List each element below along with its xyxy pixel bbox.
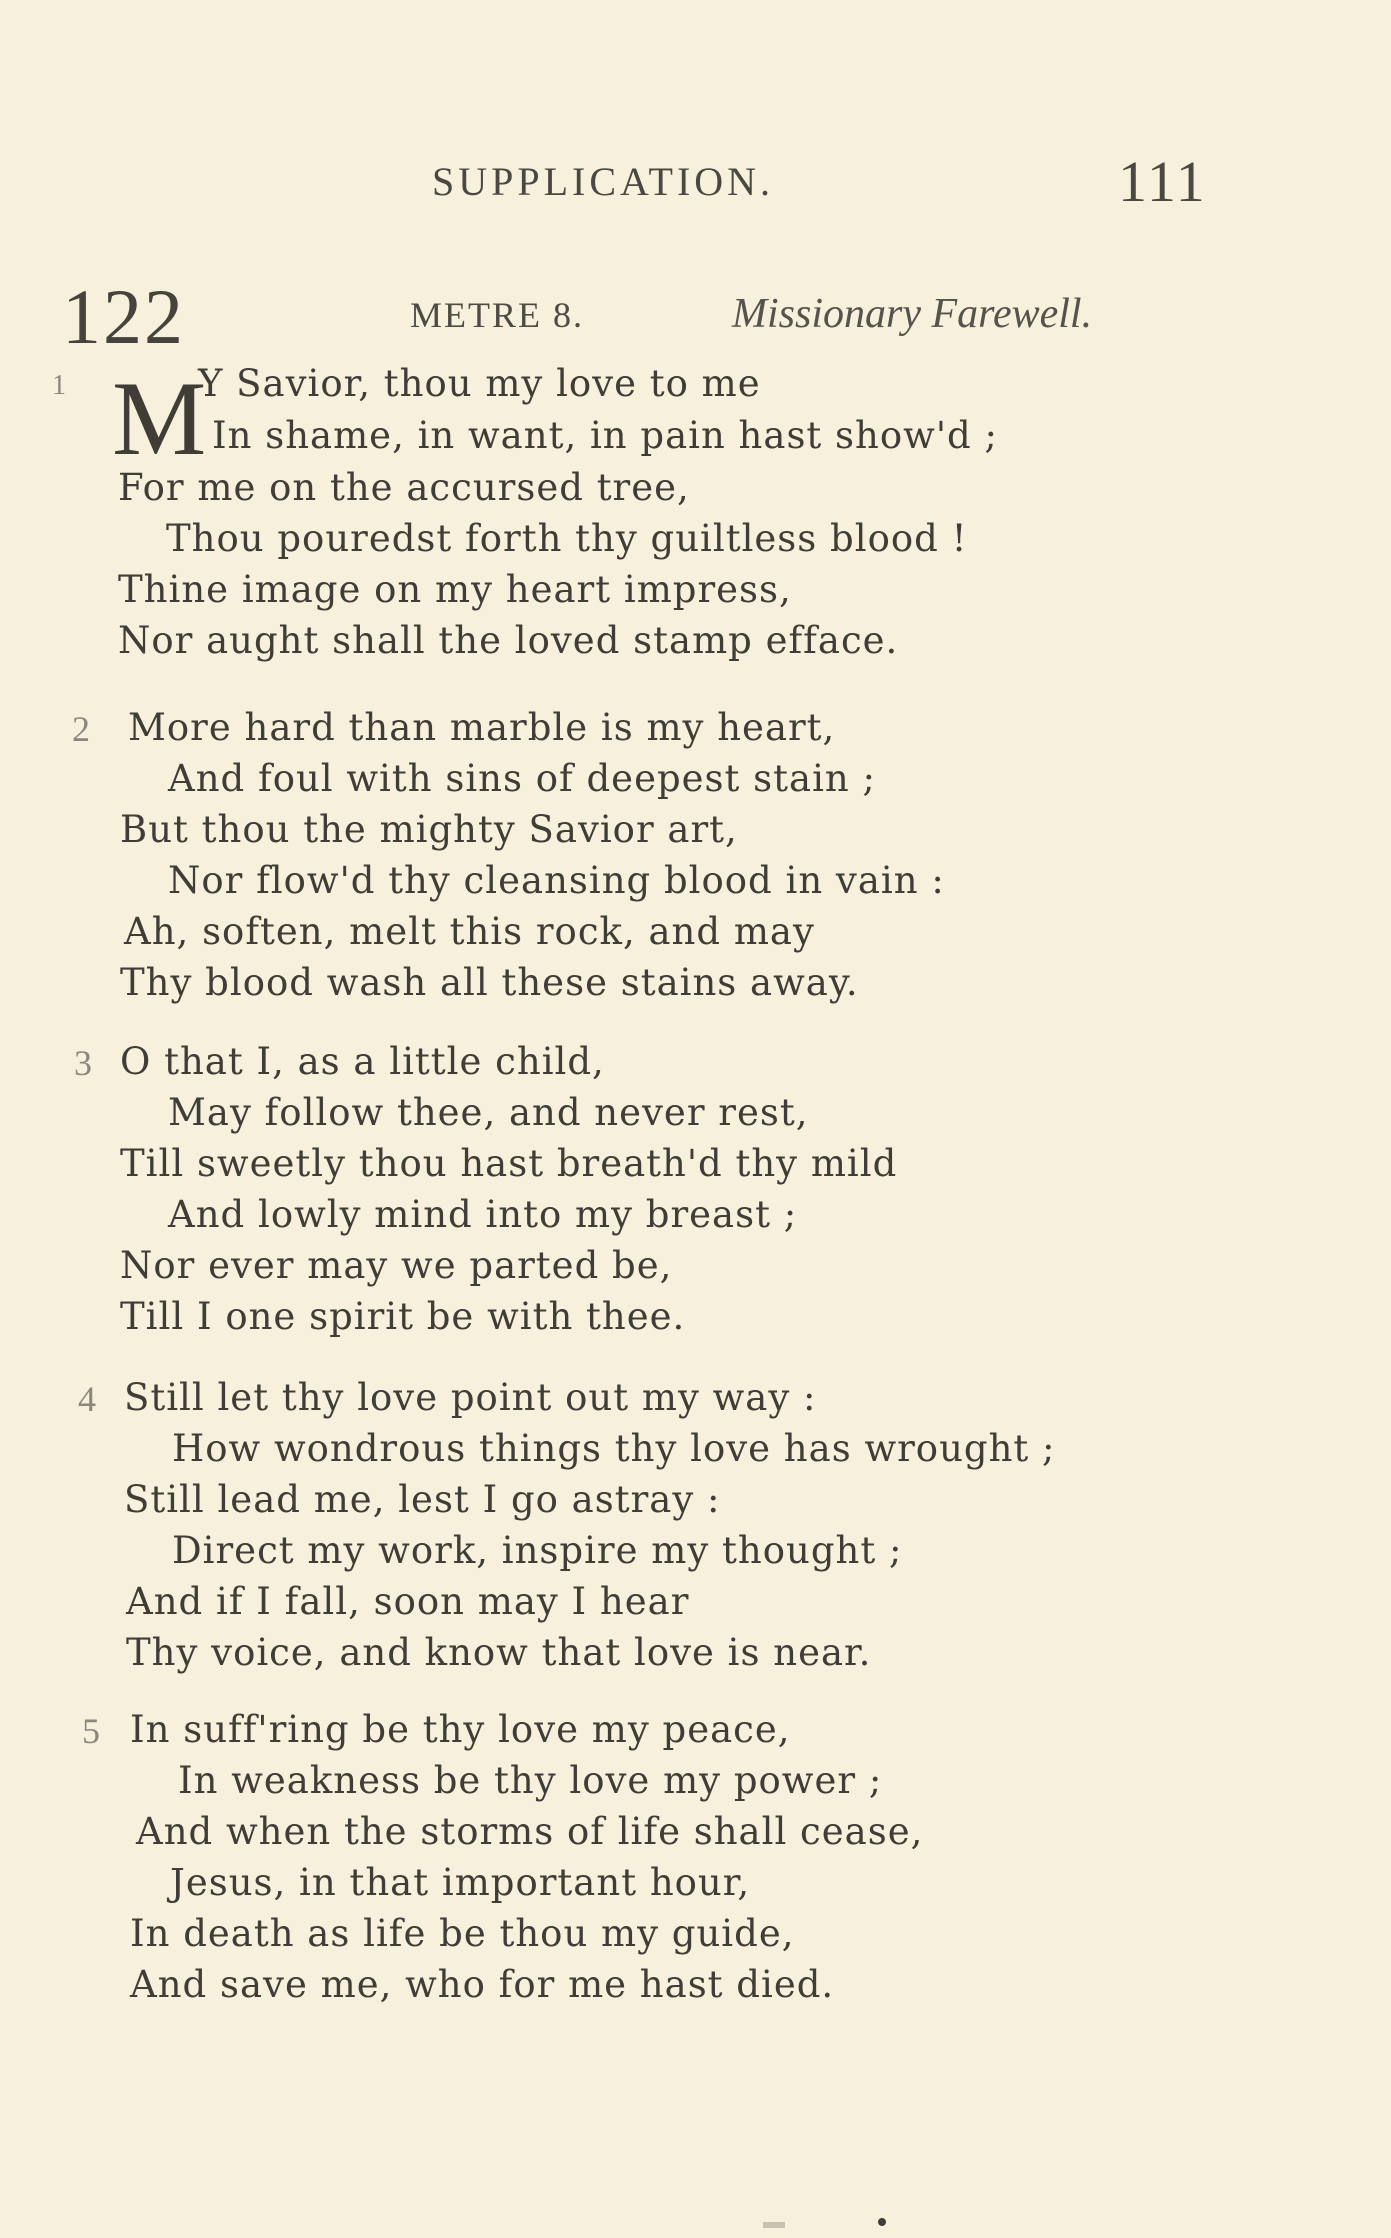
footer-mark	[763, 2222, 785, 2228]
verse-line: Direct my work, inspire my thought ;	[172, 1529, 903, 1572]
verse-line: Still let thy love point out my way :	[124, 1376, 817, 1419]
section-title: SUPPLICATION.	[432, 159, 775, 204]
verse-line: O that I, as a little child,	[120, 1040, 605, 1083]
verse-line: In suff'ring be thy love my peace,	[130, 1708, 791, 1751]
page-number: 111	[1118, 149, 1207, 214]
verse-number: 4	[78, 1379, 96, 1419]
verse-line: May follow thee, and never rest,	[168, 1091, 809, 1134]
verse-line: For me on the accursed tree,	[118, 466, 690, 509]
hymn-metre: METRE 8.	[410, 295, 584, 335]
verse-line: Nor flow'd thy cleansing blood in vain :	[168, 859, 945, 902]
verse-number: 3	[74, 1043, 92, 1083]
verse-line: Thy voice, and know that love is near.	[126, 1631, 872, 1674]
verse-number: 1	[52, 370, 66, 401]
verse-line: And foul with sins of deepest stain ;	[168, 757, 876, 800]
verse-number: 5	[82, 1711, 100, 1751]
verse-line: In death as life be thou my guide,	[130, 1912, 795, 1955]
verse-line: More hard than marble is my heart,	[128, 706, 836, 749]
verse-line: Y Savior, thou my love to me	[198, 362, 761, 405]
hymn-heading	[0, 273, 1391, 368]
verse-line: And lowly mind into my breast ;	[168, 1193, 798, 1236]
drop-cap: M	[112, 360, 207, 477]
verse-line: Thy blood wash all these stains away.	[120, 961, 859, 1004]
verse-line: Nor ever may we parted be,	[120, 1244, 673, 1287]
footer-dot	[878, 2218, 886, 2226]
verse-number: 2	[72, 709, 90, 749]
verse-line: But thou the mighty Savior art,	[120, 808, 738, 851]
verse-line: Thou pouredst forth thy guiltless blood !	[166, 517, 968, 560]
verse-line: And when the storms of life shall cease,	[136, 1810, 924, 1853]
hymn-number: 122	[62, 273, 185, 360]
verse-line: Thine image on my heart impress,	[118, 568, 792, 611]
hymn-tune: Missionary Farewell.	[732, 291, 1093, 337]
verse-line: Till sweetly thou hast breath'd thy mild	[120, 1142, 898, 1185]
verse-line: And save me, who for me hast died.	[130, 1963, 835, 2006]
running-head	[0, 149, 1391, 218]
verse-line: Ah, soften, melt this rock, and may	[124, 910, 815, 953]
verse-line: How wondrous things thy love has wrought ;	[172, 1427, 1056, 1470]
verse-line: In shame, in want, in pain hast show'd ;	[212, 414, 998, 457]
verse-line: In weakness be thy love my power ;	[178, 1759, 883, 1802]
verse-line: Still lead me, lest I go astray :	[124, 1478, 721, 1521]
verse-line: And if I fall, soon may I hear	[126, 1580, 690, 1623]
verse-line: Till I one spirit be with thee.	[120, 1295, 686, 1338]
verse-line: Jesus, in that important hour,	[170, 1861, 751, 1904]
verse-line: Nor aught shall the loved stamp efface.	[118, 619, 899, 662]
